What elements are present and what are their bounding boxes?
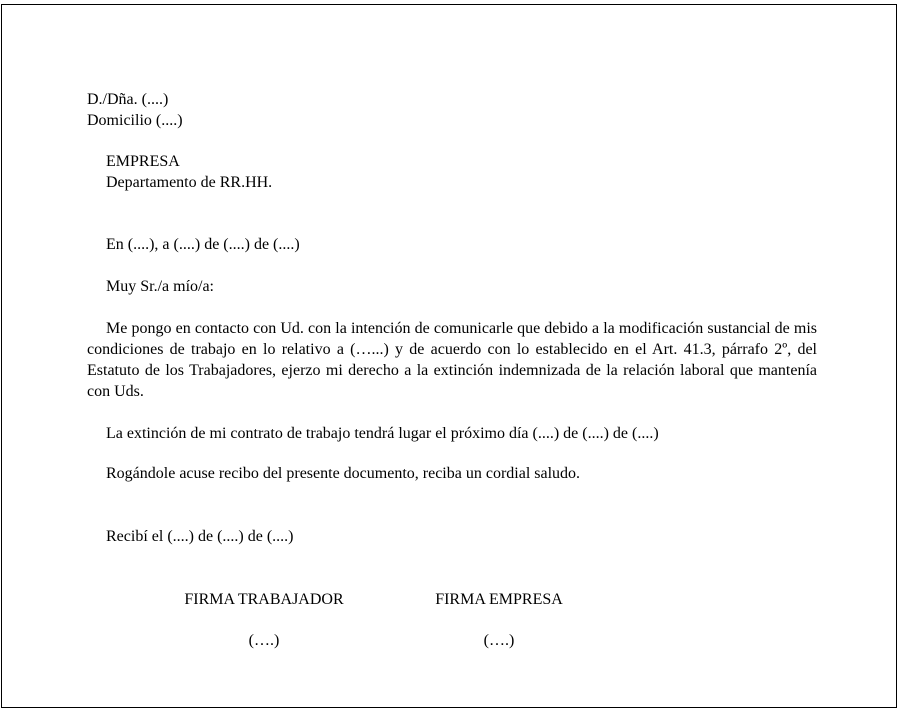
salutation: Muy Sr./a mío/a: bbox=[106, 278, 214, 295]
receipt-line: Recibí el (....) de (....) de (....) bbox=[106, 528, 294, 545]
date-line: En (....), a (....) de (....) de (....) bbox=[106, 236, 300, 253]
worker-signature-label: FIRMA TRABAJADOR bbox=[184, 591, 344, 608]
document-page bbox=[1, 4, 897, 708]
worker-signature-placeholder: (….) bbox=[248, 632, 280, 649]
body-paragraph-1-text: Me pongo en contacto con Ud. con la intención de comunicarle que debido a la modificación sustancial de mis condiciones de trabajo en lo relativo a (…...) y de acuerdo con lo establecido en el Art. 41.3, párrafo 2º, del Estatuto de los Trabajadores, ejerzo mi derecho a la extinción indemnizada de la relación laboral que mantenía con Uds. bbox=[87, 320, 817, 400]
body-paragraph-2: La extinción de mi contrato de trabajo tendrá lugar el próximo día (....) de (....) de (....) bbox=[106, 425, 659, 442]
company-signature-placeholder: (….) bbox=[483, 632, 515, 649]
recipient-company: EMPRESA bbox=[106, 153, 180, 170]
company-signature-label: FIRMA EMPRESA bbox=[435, 591, 563, 608]
body-paragraph-3: Rogándole acuse recibo del presente documento, reciba un cordial saludo. bbox=[106, 465, 581, 482]
body-paragraph-1 bbox=[87, 318, 817, 402]
sender-name: D./Dña. (....) bbox=[87, 91, 169, 108]
sender-address: Domicilio (....) bbox=[87, 112, 183, 129]
recipient-department: Departamento de RR.HH. bbox=[106, 174, 273, 191]
